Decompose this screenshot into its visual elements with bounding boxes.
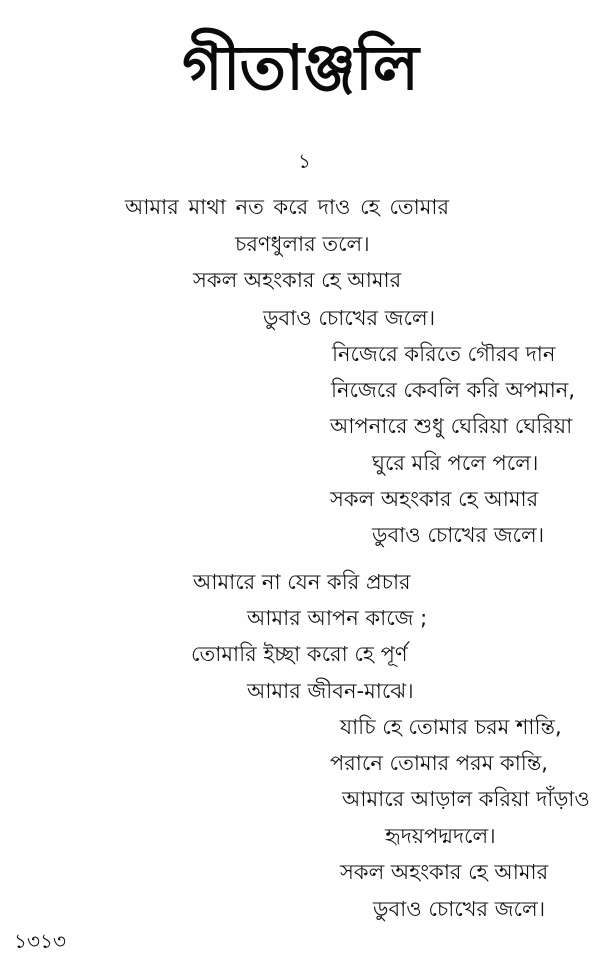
poem-line: হৃদয়পদ্মদলে। [385,824,496,848]
page-title: গীতাঞ্জলি [182,31,418,104]
poem-line: পরানে তোমার পরম কান্তি, [330,751,548,775]
poem-line: আমার জীবন-মাঝে। [247,679,414,703]
poem-number: ১ [298,149,311,173]
poem-line: চরণধুলার তলে। [235,232,370,256]
poem-line: ডুবাও চোখের জলে। [373,897,546,921]
poem-line: আমার আপন কাজে ; [247,606,428,630]
poem-line: তোমারি ইচ্ছা করো হে পূর্ণ [191,642,408,666]
poem-line: সকল অহংকার হে আমার [340,860,549,884]
poem-line: ডুবাও চোখের জলে। [372,523,545,547]
poem-line: সকল অহংকার হে আমার [330,487,539,511]
poem-line: নিজেরে করিতে গৌরব দান [332,342,556,366]
poem-line: নিজেরে কেবলি করি অপমান, [331,378,575,402]
poem-line: আমারে আড়াল করিয়া দাঁড়াও [342,787,590,811]
poem-line: ডুবাও চোখের জলে। [263,306,436,330]
page-number: ১৩১৩ [14,929,66,953]
poem-line: যাচি হে তোমার চরম শান্তি, [340,715,562,739]
poem-line: ঘুরে মরি পলে পলে। [372,451,539,475]
poem-line: আমার মাথা নত করে দাও হে তোমার [125,195,450,219]
poem-line: আমারে না যেন করি প্রচার [193,570,411,594]
poem-line: সকল অহংকার হে আমার [193,268,402,292]
poem-line: আপনারে শুধু ঘেরিয়া ঘেরিয়া [330,414,573,438]
